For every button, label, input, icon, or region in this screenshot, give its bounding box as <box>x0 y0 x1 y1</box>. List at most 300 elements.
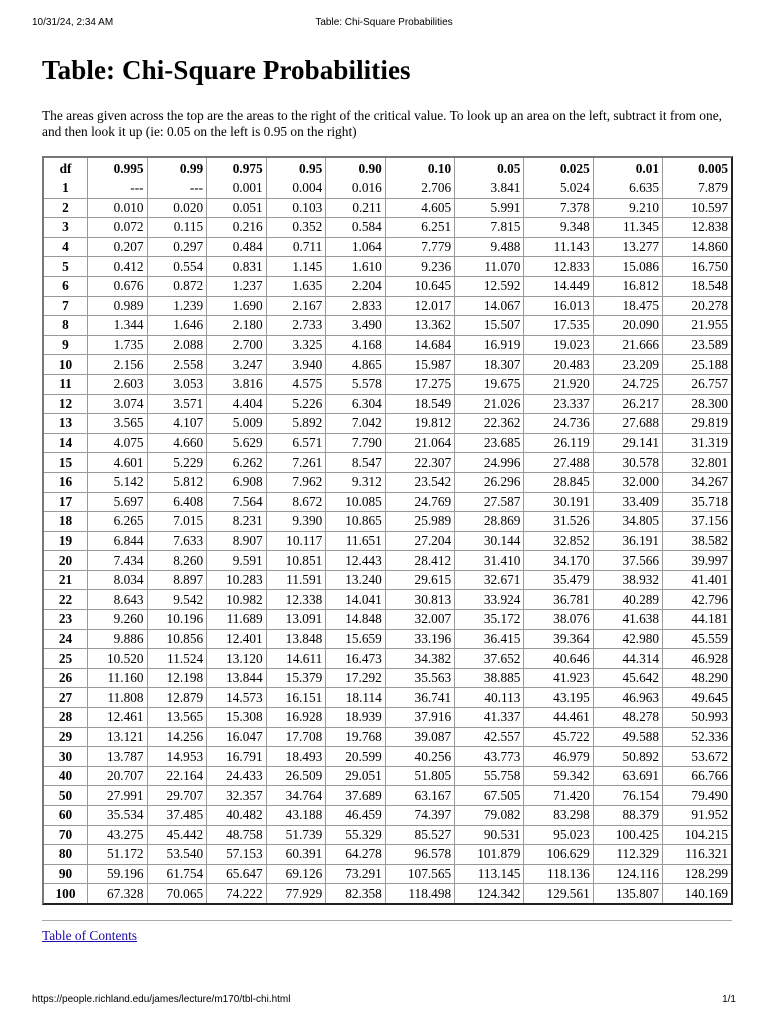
critical-value-cell: 2.603 <box>88 375 148 395</box>
critical-value-cell: 88.379 <box>594 806 663 826</box>
critical-value-cell: 7.564 <box>207 493 267 513</box>
critical-value-cell: 40.289 <box>594 590 663 610</box>
critical-value-cell: 20.090 <box>594 316 663 336</box>
critical-value-cell: 26.119 <box>524 434 593 454</box>
critical-value-cell: 53.672 <box>663 747 731 767</box>
critical-value-cell: 19.812 <box>386 414 455 434</box>
table-row <box>44 688 731 708</box>
df-cell: 14 <box>44 434 88 454</box>
critical-value-cell: 11.651 <box>326 532 386 552</box>
critical-value-cell: 2.706 <box>386 179 455 199</box>
critical-value-cell: 14.041 <box>326 590 386 610</box>
critical-value-cell: 43.275 <box>88 826 148 846</box>
critical-value-cell: 82.358 <box>326 884 386 903</box>
critical-value-cell: 70.065 <box>148 884 208 903</box>
critical-value-cell: 61.754 <box>148 865 208 885</box>
critical-value-cell: 8.260 <box>148 551 208 571</box>
critical-value-cell: 0.554 <box>148 257 208 277</box>
table-row <box>44 532 731 552</box>
df-cell: 8 <box>44 316 88 336</box>
critical-value-cell: 0.989 <box>88 297 148 317</box>
critical-value-cell: 8.231 <box>207 512 267 532</box>
critical-value-cell: 27.688 <box>594 414 663 434</box>
critical-value-cell: 29.615 <box>386 571 455 591</box>
critical-value-cell: 32.801 <box>663 453 731 473</box>
df-cell: 100 <box>44 884 88 903</box>
critical-value-cell: 36.415 <box>455 630 524 650</box>
df-cell: 17 <box>44 493 88 513</box>
critical-value-cell: 6.571 <box>267 434 327 454</box>
table-row <box>44 355 731 375</box>
critical-value-cell: 90.531 <box>455 826 524 846</box>
critical-value-cell: 11.160 <box>88 669 148 689</box>
critical-value-cell: 0.352 <box>267 218 327 238</box>
critical-value-cell: 5.142 <box>88 473 148 493</box>
critical-value-cell: 43.188 <box>267 806 327 826</box>
critical-value-cell: 9.210 <box>594 199 663 219</box>
critical-value-cell: 34.805 <box>594 512 663 532</box>
column-header-probability: 0.975 <box>207 158 267 179</box>
critical-value-cell: 48.758 <box>207 826 267 846</box>
critical-value-cell: 9.260 <box>88 610 148 630</box>
critical-value-cell: 10.283 <box>207 571 267 591</box>
critical-value-cell: 50.892 <box>594 747 663 767</box>
df-cell: 3 <box>44 218 88 238</box>
critical-value-cell: 18.549 <box>386 395 455 415</box>
critical-value-cell: 16.791 <box>207 747 267 767</box>
critical-value-cell: 7.815 <box>455 218 524 238</box>
critical-value-cell: 30.578 <box>594 453 663 473</box>
critical-value-cell: 20.278 <box>663 297 731 317</box>
critical-value-cell: 4.168 <box>326 336 386 356</box>
critical-value-cell: 7.261 <box>267 453 327 473</box>
critical-value-cell: 14.573 <box>207 688 267 708</box>
table-row <box>44 257 731 277</box>
critical-value-cell: 79.082 <box>455 806 524 826</box>
critical-value-cell: 7.779 <box>386 238 455 258</box>
print-header <box>32 17 736 31</box>
critical-value-cell: 13.277 <box>594 238 663 258</box>
critical-value-cell: 9.390 <box>267 512 327 532</box>
critical-value-cell: 113.145 <box>455 865 524 885</box>
critical-value-cell: 3.325 <box>267 336 327 356</box>
df-cell: 19 <box>44 532 88 552</box>
df-cell: 22 <box>44 590 88 610</box>
critical-value-cell: 0.872 <box>148 277 208 297</box>
critical-value-cell: 13.240 <box>326 571 386 591</box>
critical-value-cell: 4.575 <box>267 375 327 395</box>
table-header-row <box>44 158 731 179</box>
table-row <box>44 316 731 336</box>
critical-value-cell: 15.659 <box>326 630 386 650</box>
df-cell: 90 <box>44 865 88 885</box>
critical-value-cell: 13.091 <box>267 610 327 630</box>
critical-value-cell: 37.566 <box>594 551 663 571</box>
critical-value-cell: 33.196 <box>386 630 455 650</box>
column-header-probability: 0.005 <box>698 160 728 176</box>
critical-value-cell: 43.195 <box>524 688 593 708</box>
df-cell: 28 <box>44 708 88 728</box>
critical-value-cell: 21.955 <box>663 316 731 336</box>
critical-value-cell: 2.180 <box>207 316 267 336</box>
critical-value-cell: 23.337 <box>524 395 593 415</box>
critical-value-cell: 7.633 <box>148 532 208 552</box>
critical-value-cell: 34.170 <box>524 551 593 571</box>
critical-value-cell: 39.997 <box>663 551 731 571</box>
print-url: https://people.richland.edu/james/lecture/m170/tbl-chi.html <box>32 994 291 1005</box>
critical-value-cell: 12.879 <box>148 688 208 708</box>
critical-value-cell: 20.483 <box>524 355 593 375</box>
table-row <box>44 865 731 885</box>
critical-value-cell: 22.164 <box>148 767 208 787</box>
critical-value-cell: 5.629 <box>207 434 267 454</box>
table-row <box>44 512 731 532</box>
critical-value-cell: 0.115 <box>148 218 208 238</box>
critical-value-cell: 2.733 <box>267 316 327 336</box>
critical-value-cell: 35.718 <box>663 493 731 513</box>
critical-value-cell: 37.485 <box>148 806 208 826</box>
critical-value-cell: 1.690 <box>207 297 267 317</box>
critical-value-cell: 13.565 <box>148 708 208 728</box>
df-cell: 16 <box>44 473 88 493</box>
critical-value-cell: 10.856 <box>148 630 208 650</box>
critical-value-cell: 52.336 <box>663 728 731 748</box>
critical-value-cell: 4.404 <box>207 395 267 415</box>
critical-value-cell: 26.217 <box>594 395 663 415</box>
table-row <box>44 806 731 826</box>
critical-value-cell: 11.808 <box>88 688 148 708</box>
df-cell: 7 <box>44 297 88 317</box>
critical-value-cell: 38.932 <box>594 571 663 591</box>
critical-value-cell: 3.940 <box>267 355 327 375</box>
table-row <box>44 708 731 728</box>
critical-value-cell: 74.397 <box>386 806 455 826</box>
table-row <box>44 571 731 591</box>
table-of-contents-link[interactable]: Table of Contents <box>42 928 138 943</box>
table-row <box>44 649 731 669</box>
critical-value-cell: 32.000 <box>594 473 663 493</box>
critical-value-cell: 45.442 <box>148 826 208 846</box>
critical-value-cell: 2.088 <box>148 336 208 356</box>
critical-value-cell: 21.026 <box>455 395 524 415</box>
critical-value-cell: 24.725 <box>594 375 663 395</box>
critical-value-cell: 44.314 <box>594 649 663 669</box>
critical-value-cell: 46.979 <box>524 747 593 767</box>
critical-value-cell: 5.009 <box>207 414 267 434</box>
critical-value-cell: 9.886 <box>88 630 148 650</box>
critical-value-cell: 37.916 <box>386 708 455 728</box>
critical-value-cell: 1.064 <box>326 238 386 258</box>
critical-value-cell: 51.739 <box>267 826 327 846</box>
critical-value-cell: 64.278 <box>326 845 386 865</box>
critical-value-cell: 12.461 <box>88 708 148 728</box>
critical-value-cell: 7.879 <box>663 179 731 199</box>
critical-value-cell: 18.548 <box>663 277 731 297</box>
critical-value-cell: 13.120 <box>207 649 267 669</box>
column-header-df: df <box>44 158 88 179</box>
critical-value-cell: 24.433 <box>207 767 267 787</box>
critical-value-cell: 16.473 <box>326 649 386 669</box>
critical-value-cell: 31.410 <box>455 551 524 571</box>
critical-value-cell: 42.796 <box>663 590 731 610</box>
critical-value-cell: 55.329 <box>326 826 386 846</box>
critical-value-cell: 29.141 <box>594 434 663 454</box>
critical-value-cell: 7.042 <box>326 414 386 434</box>
critical-value-cell: 2.833 <box>326 297 386 317</box>
critical-value-cell: 13.844 <box>207 669 267 689</box>
column-header-probability: 0.95 <box>267 158 327 179</box>
critical-value-cell: 17.708 <box>267 728 327 748</box>
critical-value-cell: 33.409 <box>594 493 663 513</box>
critical-value-cell: 128.299 <box>663 865 731 885</box>
critical-value-cell: 42.980 <box>594 630 663 650</box>
critical-value-cell: 10.117 <box>267 532 327 552</box>
critical-value-cell: 4.601 <box>88 453 148 473</box>
horizontal-rule <box>42 920 732 921</box>
df-cell: 6 <box>44 277 88 297</box>
critical-value-cell: 5.991 <box>455 199 524 219</box>
critical-value-cell: 96.578 <box>386 845 455 865</box>
table-row <box>44 218 731 238</box>
column-header-probability: 0.995 <box>88 158 148 179</box>
critical-value-cell: 0.216 <box>207 218 267 238</box>
critical-value-cell: 63.167 <box>386 786 455 806</box>
critical-value-cell: 0.103 <box>267 199 327 219</box>
critical-value-cell: 32.852 <box>524 532 593 552</box>
critical-value-cell: 124.116 <box>594 865 663 885</box>
table-row <box>44 375 731 395</box>
critical-value-cell: 107.565 <box>386 865 455 885</box>
critical-value-cell: 0.051 <box>207 199 267 219</box>
critical-value-cell: 1.145 <box>267 257 327 277</box>
critical-value-cell: 39.364 <box>524 630 593 650</box>
critical-value-cell: 4.865 <box>326 355 386 375</box>
critical-value-cell: 7.015 <box>148 512 208 532</box>
critical-value-cell: 55.758 <box>455 767 524 787</box>
critical-value-cell: 0.584 <box>326 218 386 238</box>
critical-value-cell: 39.087 <box>386 728 455 748</box>
critical-value-cell: 59.342 <box>524 767 593 787</box>
critical-value-cell: 14.611 <box>267 649 327 669</box>
critical-value-cell: 63.691 <box>594 767 663 787</box>
critical-value-cell: 34.382 <box>386 649 455 669</box>
critical-value-cell: 2.167 <box>267 297 327 317</box>
table-row <box>44 767 731 787</box>
critical-value-cell: 5.578 <box>326 375 386 395</box>
critical-value-cell: 0.211 <box>326 199 386 219</box>
critical-value-cell: 35.479 <box>524 571 593 591</box>
critical-value-cell: 32.357 <box>207 786 267 806</box>
critical-value-cell: 13.362 <box>386 316 455 336</box>
critical-value-cell: 20.707 <box>88 767 148 787</box>
df-cell: 20 <box>44 551 88 571</box>
df-cell: 30 <box>44 747 88 767</box>
critical-value-cell: 2.204 <box>326 277 386 297</box>
critical-value-cell: 1.735 <box>88 336 148 356</box>
critical-value-cell: 1.344 <box>88 316 148 336</box>
critical-value-cell: 91.952 <box>663 806 731 826</box>
critical-value-cell: 116.321 <box>663 845 731 865</box>
critical-value-cell: 21.064 <box>386 434 455 454</box>
critical-value-cell: 10.520 <box>88 649 148 669</box>
critical-value-cell: 12.017 <box>386 297 455 317</box>
critical-value-cell: 23.209 <box>594 355 663 375</box>
critical-value-cell: 37.689 <box>326 786 386 806</box>
critical-value-cell: 38.076 <box>524 610 593 630</box>
critical-value-cell: 124.342 <box>455 884 524 903</box>
critical-value-cell: 4.660 <box>148 434 208 454</box>
critical-value-cell: 79.490 <box>663 786 731 806</box>
critical-value-cell: 74.222 <box>207 884 267 903</box>
critical-value-cell: 11.143 <box>524 238 593 258</box>
critical-value-cell: 3.490 <box>326 316 386 336</box>
critical-value-cell: 14.860 <box>663 238 731 258</box>
critical-value-cell: 1.646 <box>148 316 208 336</box>
critical-value-cell: 44.181 <box>663 610 731 630</box>
critical-value-cell: 5.892 <box>267 414 327 434</box>
table-row <box>44 493 731 513</box>
critical-value-cell: 6.304 <box>326 395 386 415</box>
critical-value-cell: 10.982 <box>207 590 267 610</box>
critical-value-cell: 24.736 <box>524 414 593 434</box>
df-cell: 5 <box>44 257 88 277</box>
critical-value-cell: 26.296 <box>455 473 524 493</box>
critical-value-cell: 11.689 <box>207 610 267 630</box>
table-row <box>44 826 731 846</box>
print-datetime: 10/31/24, 2:34 AM <box>32 17 114 28</box>
critical-value-cell: 29.819 <box>663 414 731 434</box>
critical-value-cell: 49.645 <box>663 688 731 708</box>
critical-value-cell: 65.647 <box>207 865 267 885</box>
critical-value-cell: 28.845 <box>524 473 593 493</box>
critical-value-cell: 3.571 <box>148 395 208 415</box>
df-cell: 29 <box>44 728 88 748</box>
table-body <box>44 179 731 903</box>
critical-value-cell: 0.001 <box>207 179 267 199</box>
critical-value-cell: 1.239 <box>148 297 208 317</box>
critical-value-cell: 43.773 <box>455 747 524 767</box>
column-header-probability: 0.05 <box>455 158 524 179</box>
table-row <box>44 199 731 219</box>
df-cell: 24 <box>44 630 88 650</box>
df-cell: 2 <box>44 199 88 219</box>
critical-value-cell: 31.319 <box>663 434 731 454</box>
critical-value-cell: 16.928 <box>267 708 327 728</box>
critical-value-cell: 5.229 <box>148 453 208 473</box>
critical-value-cell: 11.591 <box>267 571 327 591</box>
critical-value-cell: 0.020 <box>148 199 208 219</box>
critical-value-cell: 1.635 <box>267 277 327 297</box>
critical-value-cell: 6.262 <box>207 453 267 473</box>
critical-value-cell: 45.722 <box>524 728 593 748</box>
critical-value-cell: 15.379 <box>267 669 327 689</box>
critical-value-cell: 2.700 <box>207 336 267 356</box>
critical-value-cell: 36.191 <box>594 532 663 552</box>
critical-value-cell: 30.191 <box>524 493 593 513</box>
critical-value-cell: 27.488 <box>524 453 593 473</box>
critical-value-cell: 48.278 <box>594 708 663 728</box>
critical-value-cell: 41.401 <box>663 571 731 591</box>
table-row <box>44 179 731 199</box>
critical-value-cell: 22.307 <box>386 453 455 473</box>
critical-value-cell: 25.188 <box>663 355 731 375</box>
critical-value-cell: 0.004 <box>267 179 327 199</box>
critical-value-cell: 9.542 <box>148 590 208 610</box>
critical-value-cell: 45.559 <box>663 630 731 650</box>
critical-value-cell: 0.412 <box>88 257 148 277</box>
critical-value-cell: 19.023 <box>524 336 593 356</box>
critical-value-cell: 16.013 <box>524 297 593 317</box>
critical-value-cell: 24.769 <box>386 493 455 513</box>
critical-value-cell: 38.885 <box>455 669 524 689</box>
critical-value-cell: 50.993 <box>663 708 731 728</box>
critical-value-cell: 17.292 <box>326 669 386 689</box>
critical-value-cell: 1.610 <box>326 257 386 277</box>
critical-value-cell: 26.757 <box>663 375 731 395</box>
critical-value-cell: 6.635 <box>594 179 663 199</box>
critical-value-cell: 18.114 <box>326 688 386 708</box>
df-cell: 26 <box>44 669 88 689</box>
critical-value-cell: 35.534 <box>88 806 148 826</box>
critical-value-cell: 12.401 <box>207 630 267 650</box>
critical-value-cell: 4.107 <box>148 414 208 434</box>
critical-value-cell: 15.086 <box>594 257 663 277</box>
critical-value-cell: 66.766 <box>663 767 731 787</box>
critical-value-cell: 6.908 <box>207 473 267 493</box>
critical-value-cell: 28.300 <box>663 395 731 415</box>
df-cell: 70 <box>44 826 88 846</box>
critical-value-cell: 4.605 <box>386 199 455 219</box>
table-row <box>44 551 731 571</box>
critical-value-cell: 18.939 <box>326 708 386 728</box>
critical-value-cell: 118.136 <box>524 865 593 885</box>
critical-value-cell: 16.919 <box>455 336 524 356</box>
critical-value-cell: 45.642 <box>594 669 663 689</box>
table-row <box>44 434 731 454</box>
column-header-probability: 0.10 <box>386 158 455 179</box>
critical-value-cell: 22.362 <box>455 414 524 434</box>
column-header-probability: 0.90 <box>326 158 386 179</box>
print-footer <box>32 994 736 1008</box>
critical-value-cell: 10.645 <box>386 277 455 297</box>
table-row <box>44 845 731 865</box>
critical-value-cell: 41.923 <box>524 669 593 689</box>
df-cell: 11 <box>44 375 88 395</box>
critical-value-cell: 24.996 <box>455 453 524 473</box>
critical-value-cell: 5.697 <box>88 493 148 513</box>
table-row <box>44 590 731 610</box>
critical-value-cell: 26.509 <box>267 767 327 787</box>
df-cell: 23 <box>44 610 88 630</box>
critical-value-cell: 27.991 <box>88 786 148 806</box>
critical-value-cell: 41.337 <box>455 708 524 728</box>
critical-value-cell: 30.144 <box>455 532 524 552</box>
critical-value-cell: 60.391 <box>267 845 327 865</box>
critical-value-cell: 16.047 <box>207 728 267 748</box>
critical-value-cell: 31.526 <box>524 512 593 532</box>
critical-value-cell: 40.482 <box>207 806 267 826</box>
critical-value-cell: 5.226 <box>267 395 327 415</box>
chi-square-table <box>42 156 733 905</box>
print-page-number: 1/1 <box>722 994 736 1005</box>
critical-value-cell: 16.812 <box>594 277 663 297</box>
critical-value-cell: 67.328 <box>88 884 148 903</box>
critical-value-cell: 12.338 <box>267 590 327 610</box>
critical-value-cell: 36.781 <box>524 590 593 610</box>
critical-value-cell: 11.345 <box>594 218 663 238</box>
table-row <box>44 884 731 903</box>
critical-value-cell: 12.838 <box>663 218 731 238</box>
